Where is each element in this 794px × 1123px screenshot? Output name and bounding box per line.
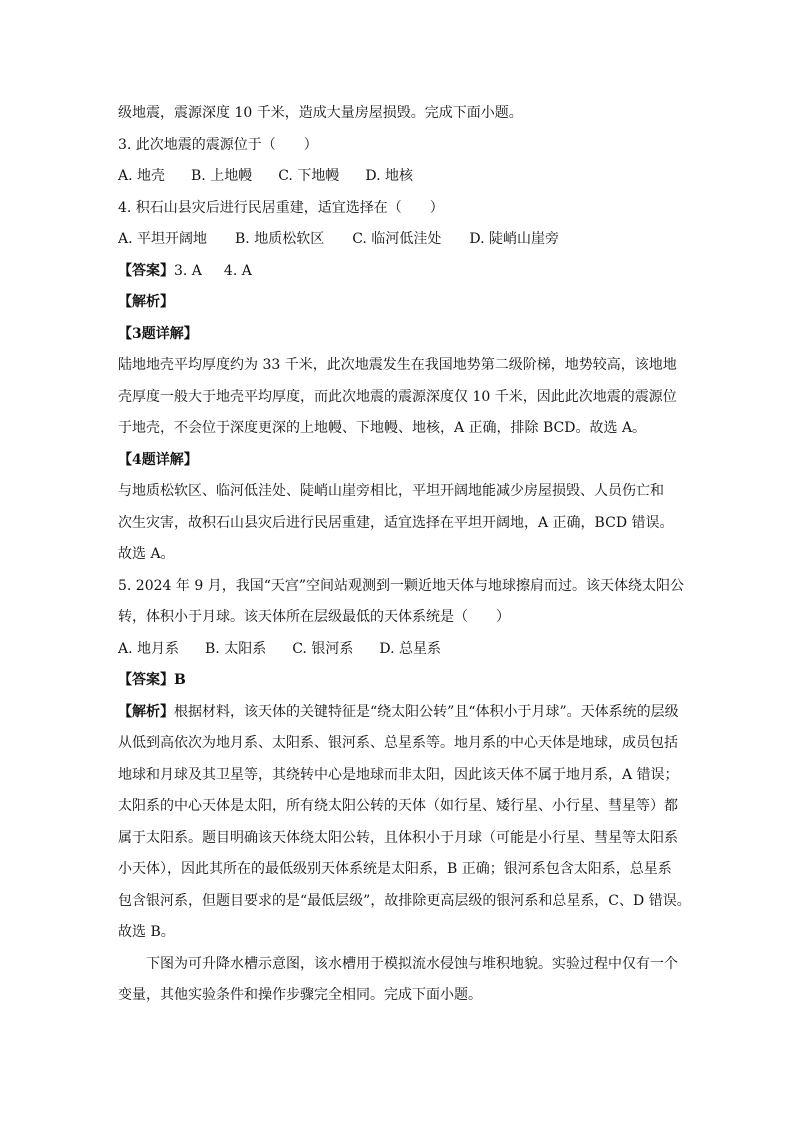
analysis-5-label: 【解析】 <box>118 703 174 720</box>
analysis-5-line-4: 太阳系的中心天体是太阳，所有绕太阳公转的天体（如行星、矮行星、小行星、彗星等）都 <box>118 798 678 814</box>
q3-option-b: B. 上地幔 <box>191 168 253 184</box>
q4-option-c: C. 临河低洼处 <box>352 231 442 247</box>
analysis-5-line-8: 故选 B。 <box>118 924 175 940</box>
detail-3-line-2: 壳厚度一般大于地壳平均厚度，而此次地震的震源深度仅 10 千米，因此此次地震的震源位 <box>118 388 677 405</box>
question-3: 3. 此次地震的震源位于（ ） <box>118 136 318 153</box>
analysis-5-text: 根据材料，该天体的关键特征是“绕太阳公转”且“体积小于月球”。天体系统的层级 <box>174 703 679 720</box>
intro-line-1: 下图为可升降水槽示意图，该水槽用于模拟流水侵蚀与堆积地貌。实验过程中仅有一个 <box>146 955 678 972</box>
q3-option-a: A. 地壳 <box>118 168 166 184</box>
answer-5: 【答案】B <box>118 672 186 688</box>
q5-option-a: A. 地月系 <box>118 640 180 657</box>
analysis-5-line-5: 属于太阳系。题目明确该天体绕太阳公转，且体积小于月球（可能是小行星、彗星等太阳系 <box>118 829 678 846</box>
answer-3: 3. A <box>174 262 202 279</box>
q5-option-c: C. 银河系 <box>292 640 354 657</box>
answer-label: 【答案】 <box>118 262 174 279</box>
analysis-5-line-1 <box>118 697 680 729</box>
question-5-options <box>118 634 680 666</box>
q3-option-c: C. 下地幔 <box>278 168 340 184</box>
detail-3-line-1: 陆地地壳平均厚度约为 33 千米，此次地震发生在我国地势第二级阶梯，地势较高，该地地 <box>118 357 677 373</box>
q4-option-d: D. 陡峭山崖旁 <box>469 231 559 247</box>
intro-line-2: 变量，其他实验条件和操作步骤完全相同。完成下面小题。 <box>118 987 482 1003</box>
analysis-5-line-6: 小天体），因此其所在的最低级别天体系统是太阳系，B 正确；银河系包含太阳系，总星系 <box>118 861 672 877</box>
question-4: 4. 积石山县灾后进行民居重建，适宜选择在（ ） <box>118 199 444 216</box>
detail-3-heading: 【3题详解】 <box>118 325 198 342</box>
document-page <box>118 98 691 1012</box>
analysis-5-line-2: 从低到高依次为地月系、太阳系、银河系、总星系等。地月系的中心天体是地球，成员包括 <box>118 735 678 751</box>
detail-3-line-3: 于地壳，不会位于深度更深的上地幔、下地幔、地核，A 正确，排除 BCD。故选 A。 <box>118 420 647 436</box>
q4-option-b: B. 地质松软区 <box>235 231 325 247</box>
detail-4-line-2: 次生灾害，故积石山县灾后进行民居重建，适宜选择在平坦开阔地，A 正确，BCD 错误。 <box>118 514 674 531</box>
analysis-heading: 【解析】 <box>118 294 174 310</box>
text-line: 级地震，震源深度 10 千米，造成大量房屋损毁。完成下面小题。 <box>118 105 523 121</box>
question-3-options <box>118 161 680 193</box>
question-5-line-2: 转，体积小于月球。该天体所在层级最低的天体系统是（ ） <box>118 609 510 625</box>
question-4-options <box>118 224 680 256</box>
detail-4-heading: 【4题详解】 <box>118 451 198 468</box>
q4-option-a: A. 平坦开阔地 <box>118 231 208 247</box>
detail-4-line-3: 故选 A。 <box>118 546 175 562</box>
detail-4-line-1: 与地质松软区、临河低洼处、陡峭山崖旁相比，平坦开阔地能减少房屋损毁、人员伤亡和 <box>118 483 664 499</box>
q3-option-d: D. 地核 <box>365 168 413 184</box>
answer-3-4 <box>118 256 680 288</box>
question-5-line-1: 5. 2024 年 9 月，我国“天宫”空间站观测到一颗近地天体与地球擦肩而过。该天体绕太阳公 <box>118 577 685 594</box>
q5-option-d: D. 总星系 <box>379 640 441 657</box>
analysis-5-line-7: 包含银河系，但题目要求的是“最低层级”，故排除更高层级的银河系和总星系，C、D 错误。 <box>118 892 691 909</box>
analysis-5-line-3: 地球和月球及其卫星等，其绕转中心是地球而非太阳，因此该天体不属于地月系，A 错误； <box>118 766 679 783</box>
q5-option-b: B. 太阳系 <box>205 640 267 657</box>
answer-4: 4. A <box>223 262 252 279</box>
